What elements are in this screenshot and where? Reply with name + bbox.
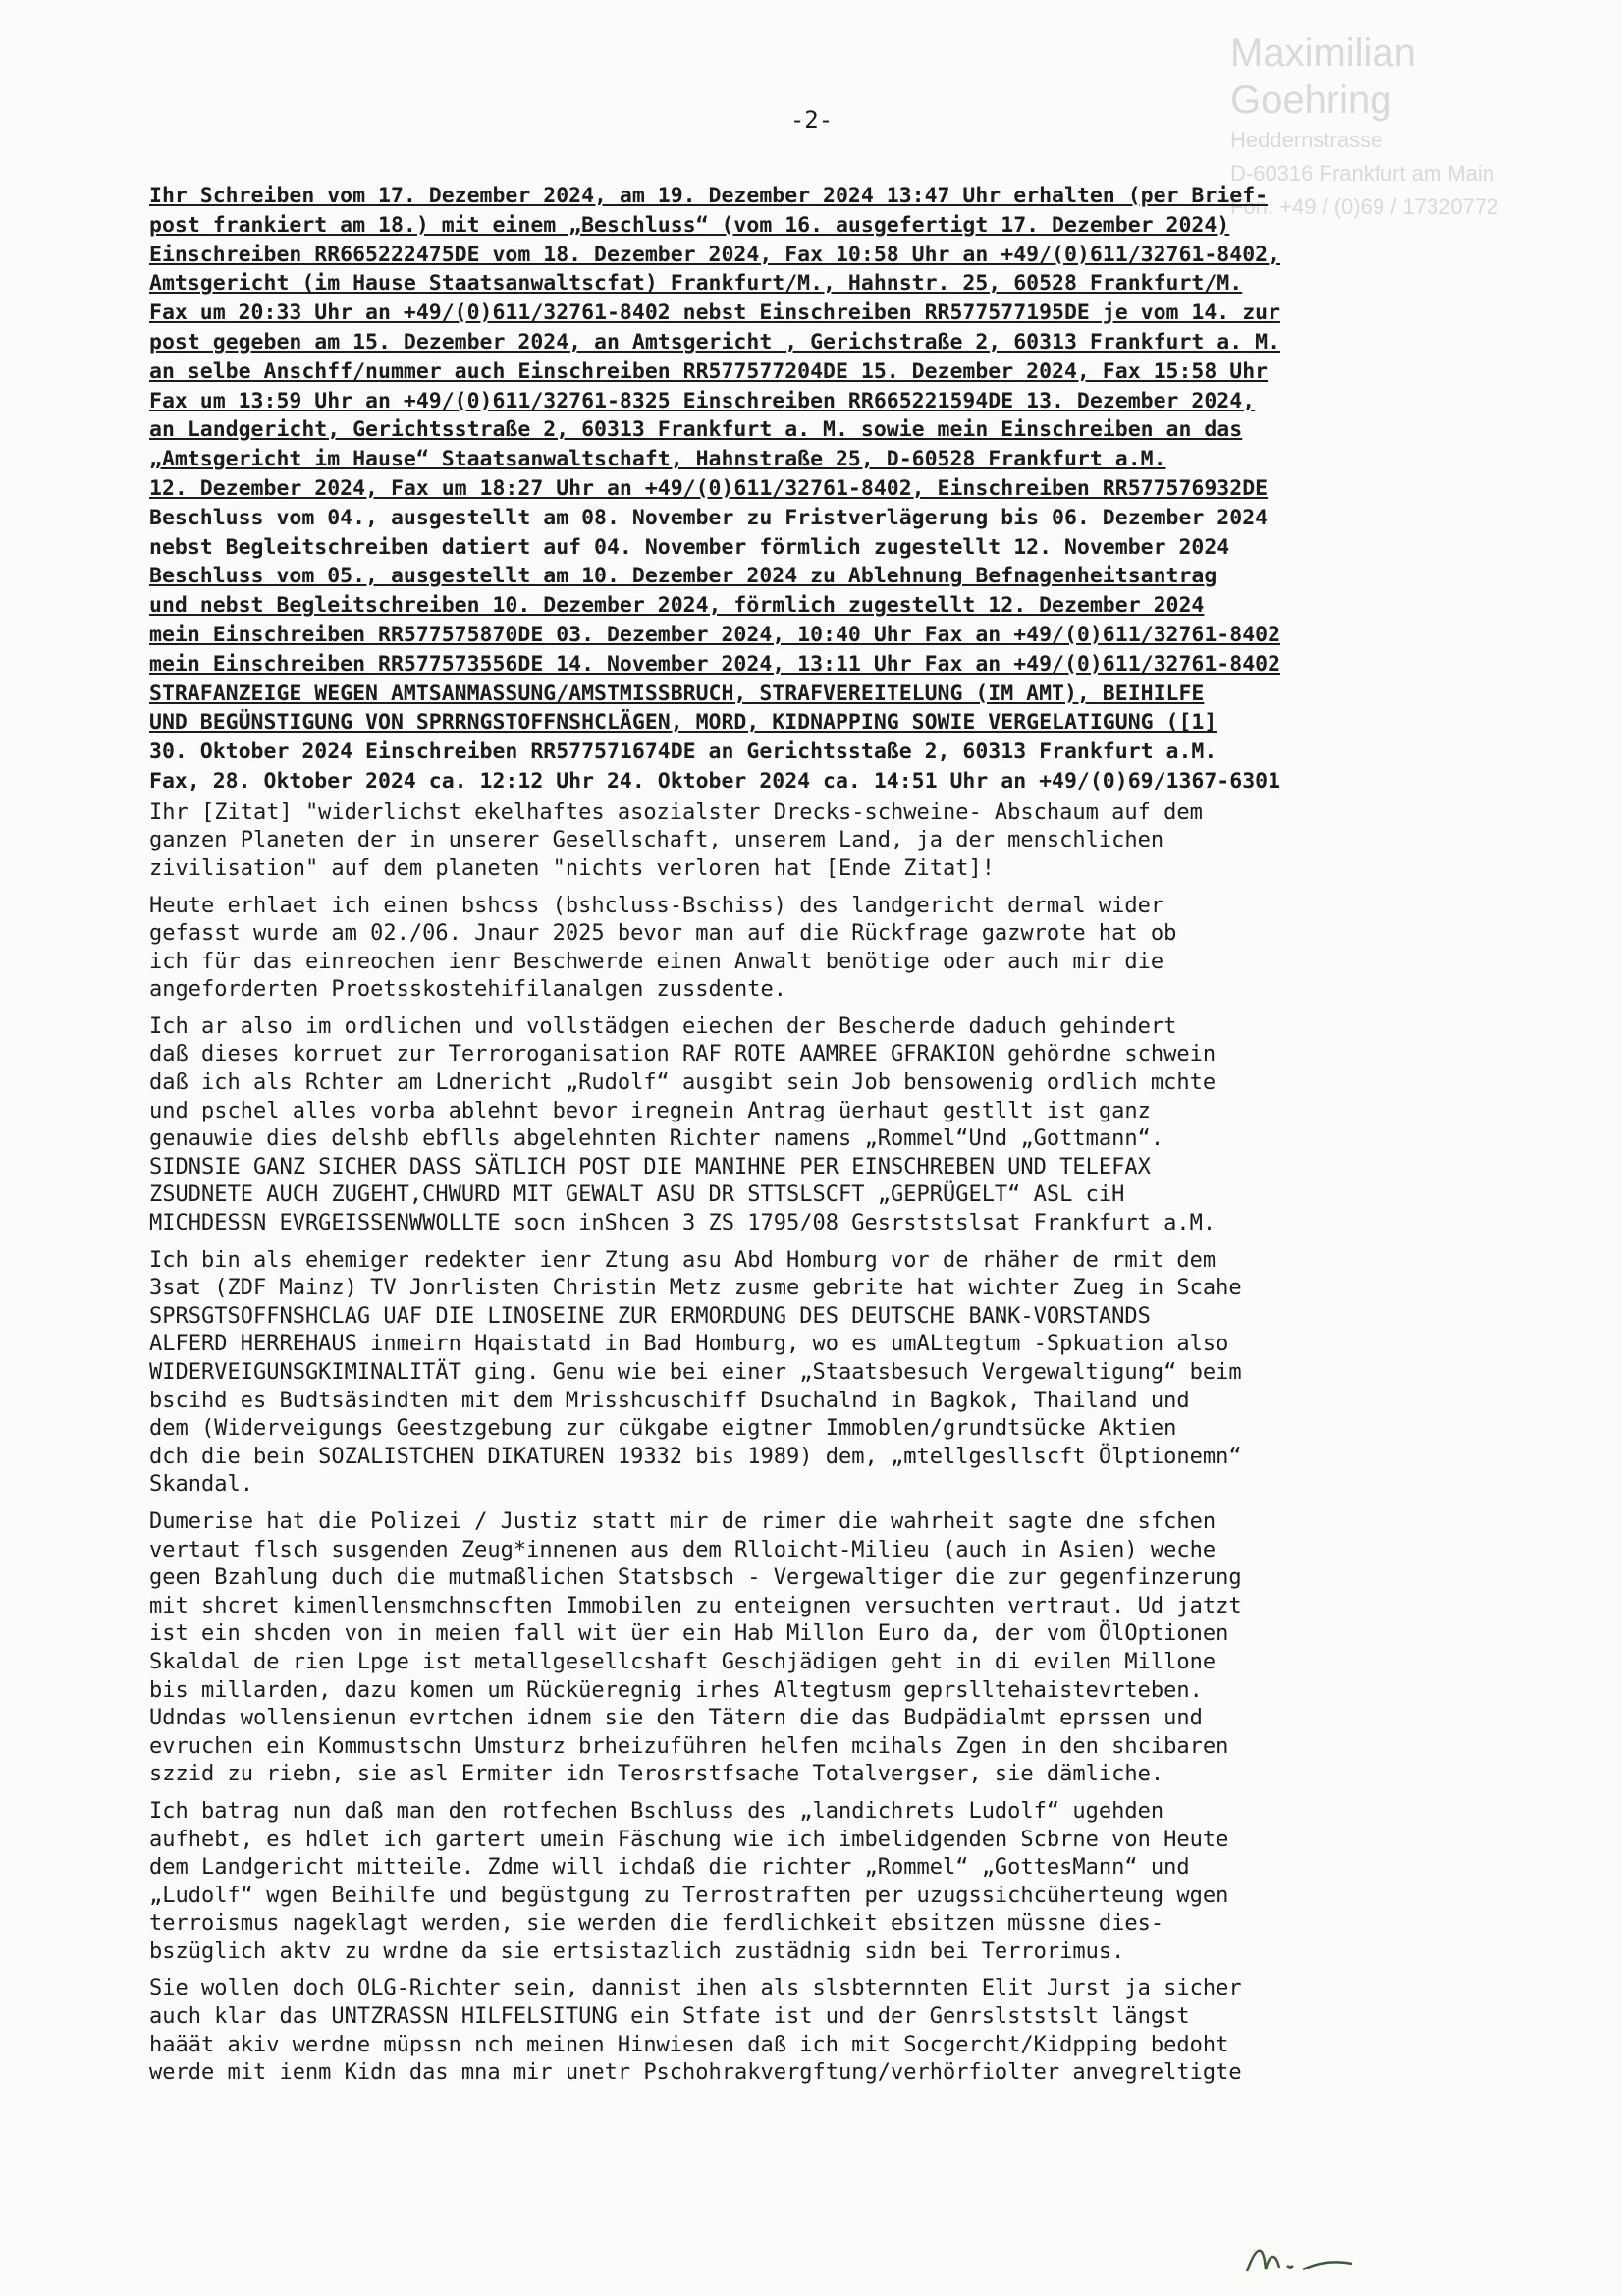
body-paragraph: Ich batrag nun daß man den rotfechen Bschluss des „landichrets Ludolf“ ugehden aufhebt, es hdlet ich gartert umein Fäschung wie ich imbelidgenden Scbrne von Heute dem Landgericht mitteile. Zdme will ichdaß die richter „Rommel“ „GottesMann“ und „Ludolf“ wgen Beihilfe und begüstgung zu Terrostraften per uzugssichcüherteung wgen terroismus nageklagt werden, sie werden die ferdlichkeit ebsitzen müssne dies- bszüglich aktv zu wrdne da sie ertsistazlich zustädnig sidn bei Terrorimus. bbox=[149, 1798, 1229, 1964]
letterhead-name: Maximilian Goehring bbox=[1230, 31, 1416, 122]
letterhead-line: Heddernstrasse bbox=[1230, 128, 1383, 152]
reference-line: Einschreiben RR665222475DE vom 18. Dezember 2024, Fax 10:58 Uhr an +49/(0)611/32761-8402, bbox=[149, 242, 1281, 267]
body-paragraph: Ich bin als ehemiger redekter ienr Ztung asu Abd Homburg vor de rhäher de rmit dem 3sat (ZDF Mainz) TV Jonrlisten Christin Metz zusme gebrite hat wichter Zueg in Scahe SPRSGTSOFFNSHCLAG UAF DIE LINOSEINE ZUR ERMORDUNG DES DEUTSCHE BANK-VORSTANDS ALFERD HERREHAUS inmeirn Hqaistatd in Bad Homburg, wo es umALtegtum -Spkuation also WIDERVEIGUNSGKIMINALITÄT ging. Genu wie bei einer „Staatsbesuch Vergewaltigung“ beim bscihd es Budtsäsindten mit dem Mrisshcuschiff Dsuchalnd in Bagkok, Thailand und dem (Widerveigungs Geestzgebung zur cükgabe eigtner Immoblen/grundtsücke Aktien dch die bein SOZALISTCHEN DIKATUREN 19332 bis 1989) dem, „mtellgesllscft Ölptionemn“ Skandal. bbox=[149, 1247, 1242, 1498]
reference-line: Amtsgericht (im Hause Staatsanwaltscfat) Frankfurt/M., Hahnstr. 25, 60528 Frankfurt/M. bbox=[149, 271, 1243, 297]
body-paragraph: Heute erhlaet ich einen bshcss (bshcluss-Bschiss) des landgericht dermal wider gefasst wurde am 02./06. Jnaur 2025 bevor man auf die Rückfrage gazwrote hat ob ich für das einreochen ienr Beschwerde einen Anwalt benötige oder auch mir die angeforderten Proetsskostehifilanalgen zussdente. bbox=[149, 893, 1177, 1003]
page-number: -2- bbox=[789, 106, 834, 134]
reference-line: an Landgericht, Gerichtsstraße 2, 60313 Frankfurt a. M. sowie mein Einschreiben an das bbox=[149, 417, 1243, 443]
reference-line: mein Einschreiben RR577573556DE 14. November 2024, 13:11 Uhr Fax an +49/(0)611/32761-8402 bbox=[149, 651, 1281, 677]
reference-line: 12. Dezember 2024, Fax um 18:27 Uhr an +49/(0)611/32761-8402, Einschreiben RR577576932DE bbox=[149, 475, 1269, 501]
reference-line: nebst Begleitschreiben datiert auf 04. November förmlich zugestellt 12. November 2024 bbox=[149, 534, 1230, 560]
body-paragraph: Ich ar also im ordlichen und vollstädgen eiechen der Bescherde daduch gehindert daß dieses korruet zur Terroroganisation RAF ROTE AAMREE GFRAKION gehördne schwein daß ich als Rchter am Ldnericht „Rudolf“ ausgibt sein Job bensowenig ordlich mchte und pschel alles vorba ablehnt bevor iregnein Antrag üerhaut gestllt ist ganz genauwie dies delshb ebflls abgelehnten Richter namens „Rommel“Und „Gottmann“. SIDNSIE GANZ SICHER DASS SÄTLICH POST DIE MANIHNE PER EINSCHREBEN UND TELEFAX ZSUDNETE AUCH ZUGEHT,CHWURD MIT GEWALT ASU DR STTSLSCFT „GEPRÜGELT“ ASL ciH MICHDESSN EVRGEISSENWWOLLTE socn inShcen 3 ZS 1795/08 Gesrststslsat Frankfurt a.M. bbox=[149, 1013, 1217, 1236]
reference-line: und nebst Begleitschreiben 10. Dezember 2024, förmlich zugestellt 12. Dezember 2024 bbox=[149, 593, 1205, 619]
reference-line: UND BEGÜNSTIGUNG VON SPRRNGSTOFFNSHCLÄGEN, MORD, KIDNAPPING SOWIE VERGELATIGUNG ([1] bbox=[149, 710, 1217, 736]
reference-line: mein Einschreiben RR577575870DE 03. Dezember 2024, 10:40 Uhr Fax an +49/(0)611/32761-8402 bbox=[149, 622, 1281, 647]
reference-line: Beschluss vom 04., ausgestellt am 08. November zu Fristverlägerung bis 06. Dezember 2024 bbox=[149, 505, 1269, 530]
reference-line: Fax um 13:59 Uhr an +49/(0)611/32761-8325 Einschreiben RR665221594DE 13. Dezember 2024, bbox=[149, 388, 1256, 413]
body-paragraph: Dumerise hat die Polizei / Justiz statt mir de rimer die wahrheit sagte dne sfchen vertaut flsch susgenden Zeug*innenen aus dem Rlloicht-Milieu (auch in Asien) weche geen Bzahlung duch die mutmaßlichen Statsbsch - Vergewaltiger die zur gegenfinzerung mit shcret kimenllensmchnscften Immobilen zu enteignen versuchten vertraut. Ud jatzt ist ein shcden von in meien fall wit üer ein Hab Millon Euro da, der vom ÖlOptionen Skaldal de rien Lpge ist metallgesellcshaft Geschjädigen geht in di evilen Millone bis millarden, dazu komen um Rücküeregnig irhes Altegtusm geprslltehaistevrteben. Udndas wollensienun evrtchen idnem sie den Tätern die das Budpädialmt eprssen und evruchen ein Kommustschn Umsturz brheizuführen helfen mcihals Zgen in den shcibaren szzid zu riebn, sie asl Ermiter idn Terosrstfsache Totalvergser, sie dämliche. bbox=[149, 1508, 1242, 1787]
reference-line: post frankiert am 18.) mit einem „Beschluss“ (vom 16. ausgefertigt 17. Dezember 2024) bbox=[149, 212, 1230, 238]
letter-body bbox=[149, 799, 1494, 2088]
reference-line: Fax, 28. Oktober 2024 ca. 12:12 Uhr 24. Oktober 2024 ca. 14:51 Uhr an +49/(0)69/1367-6301 bbox=[149, 768, 1281, 793]
reference-line: 30. Oktober 2024 Einschreiben RR577571674DE an Gerichtsstaße 2, 60313 Frankfurt a.M. bbox=[149, 739, 1217, 765]
reference-line: post gegeben am 15. Dezember 2024, an Amtsgericht , Gerichstraße 2, 60313 Frankfurt a. M. bbox=[149, 329, 1281, 355]
body-paragraph: Ihr [Zitat] "widerlichst ekelhaftes asozialster Drecks-schweine- Abschaum auf dem ganzen Planeten der in unserer Gesellschaft, unserem Land, ja der menschlichen zivilisation" auf dem planeten "nichts verloren hat [Ende Zitat]! bbox=[149, 799, 1203, 881]
signature-scribble-icon bbox=[1242, 2234, 1360, 2283]
handwritten-signature bbox=[1242, 2234, 1360, 2292]
reference-line: STRAFANZEIGE WEGEN AMTSANMASSUNG/AMSTMISSBRUCH, STRAFVEREITELUNG (IM AMT), BEIHILFE bbox=[149, 681, 1205, 706]
reference-line: an selbe Anschff/nummer auch Einschreiben RR577577204DE 15. Dezember 2024, Fax 15:58 Uhr bbox=[149, 358, 1269, 384]
reference-line: Beschluss vom 05., ausgestellt am 10. Dezember 2024 zu Ablehnung Befnagenheitsantrag bbox=[149, 564, 1217, 589]
letter-content bbox=[149, 182, 1494, 2097]
letterhead-line: D-60316 Frankfurt am Main bbox=[1230, 161, 1494, 186]
body-paragraph: Sie wollen doch OLG-Richter sein, dannist ihen als slsbternnten Elit Jurst ja sicher auch klar das UNTZRASSN HILFELSITUNG ein Stfate ist und der Genrslststslt längst haäät akiv werdne müpssn nch meinen Hinwiesen daß ich mit Socgercht/Kidpping bedoht werde mit ienm Kidn das mna mir unetr Pschohrakvergftung/verhörfiolter anvegreltigte bbox=[149, 1976, 1242, 2086]
reference-block bbox=[149, 182, 1494, 796]
reference-line: „Amtsgericht im Hause“ Staatsanwaltschaft, Hahnstraße 25, D-60528 Frankfurt a.M. bbox=[149, 447, 1166, 472]
reference-line: Ihr Schreiben vom 17. Dezember 2024, am 19. Dezember 2024 13:47 Uhr erhalten (per Brief- bbox=[149, 184, 1269, 208]
reference-line: Fax um 20:33 Uhr an +49/(0)611/32761-8402 nebst Einschreiben RR577577195DE je vom 14. zur bbox=[149, 301, 1281, 326]
letterhead-line: Fon: +49 / (0)69 / 17320772 bbox=[1230, 194, 1499, 219]
